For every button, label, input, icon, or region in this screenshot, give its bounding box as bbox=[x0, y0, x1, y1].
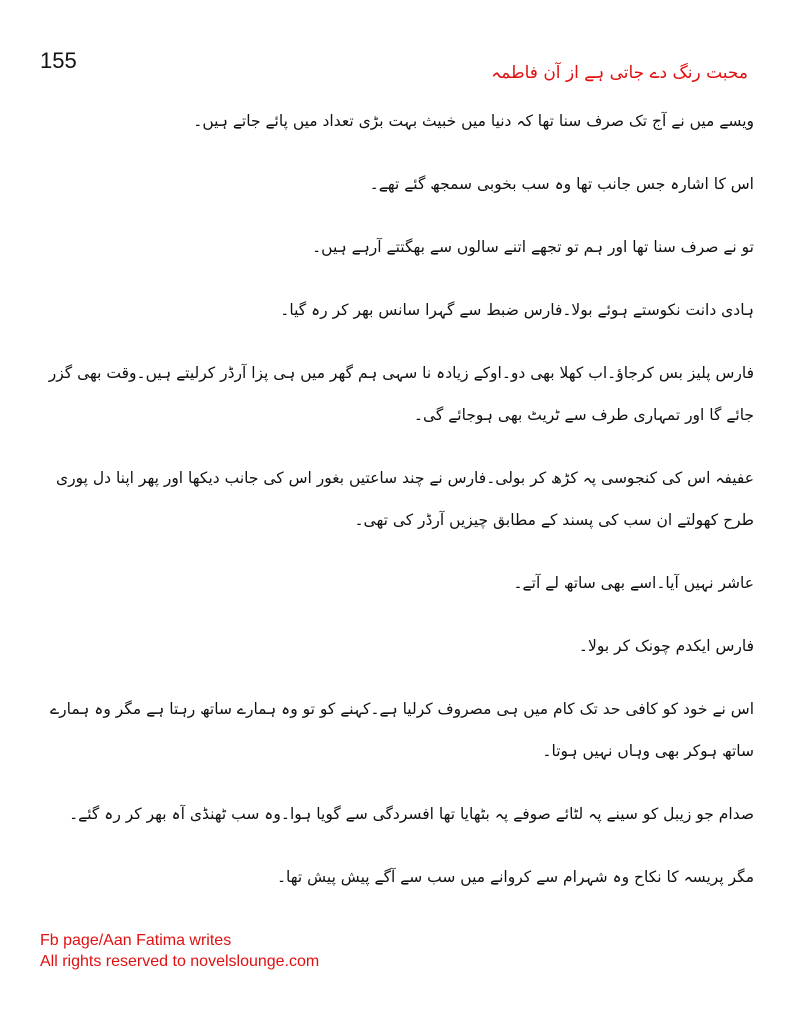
footer bbox=[40, 930, 319, 972]
paragraph-9: اس نے خود کو کافی حد تک کام میں ہی مصروف کرلیا ہے۔کہنے کو تو وہ ہمارے ساتھ رہتا ہے مگر وہ ہمارے ساتھ ہوکر بھی وہاں نہیں ہوتا۔ bbox=[50, 700, 754, 760]
book-title: محبت رنگ دے جاتی ہے از آن فاطمہ bbox=[491, 63, 748, 83]
paragraph-1: ویسے میں نے آج تک صرف سنا تھا کہ دنیا میں خبیث بہت بڑی تعداد میں پائے جاتے ہیں۔ bbox=[193, 112, 754, 130]
paragraph-10: صدام جو زیبل کو سینے پہ لٹائے صوفے پہ بٹھایا تھا افسردگی سے گویا ہوا۔وہ سب ٹھنڈی آہ بھر کر رہ گئے۔ bbox=[69, 805, 754, 823]
paragraph-7: عاشر نہیں آیا۔اسے بھی ساتھ لے آتے۔ bbox=[513, 574, 754, 592]
paragraph-4: ہادی دانت نکوستے ہوئے بولا۔فارس ضبط سے گہرا سانس بھر کر رہ گیا۔ bbox=[280, 301, 754, 319]
paragraph-2: اس کا اشارہ جس جانب تھا وہ سب بخوبی سمجھ گئے تھے۔ bbox=[369, 175, 754, 193]
paragraph-3: تو نے صرف سنا تھا اور ہم تو تجھے اتنے سالوں سے بھگتتے آرہے ہیں۔ bbox=[312, 238, 754, 256]
page-number: 155 bbox=[40, 48, 77, 73]
paragraph-11: مگر پریسہ کا نکاح وہ شہرام سے کروانے میں سب سے آگے پیش پیش تھا۔ bbox=[276, 868, 754, 886]
paragraph-5: فارس پلیز بس کرجاؤ۔اب کھلا بھی دو۔اوکے زیادہ نا سہی ہم گھر میں ہی پزا آرڈر کرلیتے ہیں۔وقت بھی گزر جائے گا اور تمہاری طرف سے ٹریٹ بھی ہوجائے گی۔ bbox=[48, 364, 754, 424]
paragraph-8: فارس ایکدم چونک کر بولا۔ bbox=[578, 637, 754, 655]
paragraph-6: عفیفہ اس کی کنجوسی پہ کڑھ کر بولی۔فارس نے چند ساعتیں بغور اس کی جانب دیکھا اور پھر اپنا دل پوری طرح کھولتے ان سب کی پسند کے مطابق چیزیں آرڈر کی تھی۔ bbox=[56, 469, 754, 529]
body-text bbox=[40, 100, 754, 919]
footer-fb-page: Fb page/Aan Fatima writes bbox=[40, 932, 232, 949]
footer-rights: All rights reserved to novelslounge.com bbox=[40, 953, 320, 970]
